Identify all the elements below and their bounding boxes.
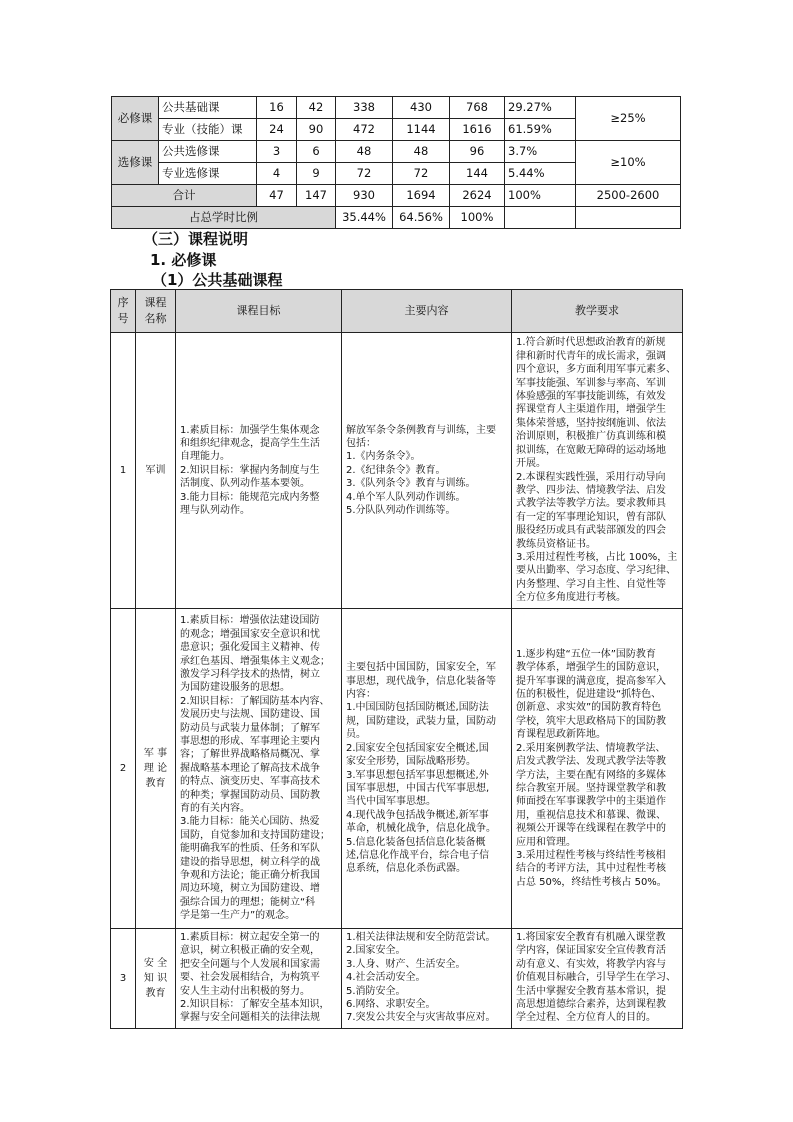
text-line: 安 全 xyxy=(143,958,168,969)
text-line: 有一定的军事理论知识，曾有部队 xyxy=(516,511,666,523)
text-line: 4.单个军人队列动作训练。 xyxy=(346,491,466,503)
section-heading: （三）课程说明 xyxy=(143,230,249,248)
text-line: 挥课堂育人主渠道作用，增强学生 xyxy=(516,404,666,416)
text-line: 患意识；强化爱国主义精神、传 xyxy=(180,642,320,654)
requirement-cell: ≥10% xyxy=(576,141,681,185)
value-cell: 1144 xyxy=(393,119,450,141)
text-line: 治训原则，积极推广仿真训练和模 xyxy=(516,431,666,443)
text-line: 2.采用案例教学法、情境教学法、 xyxy=(516,742,666,754)
value-cell: 3 xyxy=(257,141,297,163)
text-line: 教练员资格证书。 xyxy=(516,538,596,550)
row-number: 2 xyxy=(111,609,136,929)
text-line: 防动员与武装力量体制；了解军 xyxy=(180,722,320,734)
group-cell: 选修课 xyxy=(112,141,159,185)
text-line: 军事技能强、军训参与率高、军训 xyxy=(516,377,666,389)
value-cell: 47 xyxy=(257,185,297,207)
text-line: 的种类；掌握国防动员、国防教 xyxy=(180,789,320,801)
summary-row xyxy=(112,141,681,163)
text-line: 教育 xyxy=(145,988,166,999)
text-line: 2.《纪律条令》教育。 xyxy=(346,464,446,476)
text-line: 四个意识，多方面利用军事元素多、 xyxy=(516,364,676,376)
credit-hours-summary-table xyxy=(111,96,681,229)
text-line: 3.能力目标：能规范完成内务整 xyxy=(180,491,320,503)
text-line: 意识，树立积极正确的安全观， xyxy=(180,945,320,957)
text-line: 国防，自觉参加和支持国防建设； xyxy=(180,829,330,841)
value-cell: 16 xyxy=(257,97,297,119)
header-main-content: 主要内容 xyxy=(342,290,512,333)
summary-ratio-row xyxy=(112,207,681,229)
text-line: 掌握与安全问题相关的法律法规 xyxy=(180,1012,320,1024)
text-line: 1.素质目标：加强学生集体观念 xyxy=(180,424,320,436)
percent-cell: 29.27% xyxy=(505,97,576,119)
text-line: 事思想的形成、军事理论主要内 xyxy=(180,735,320,747)
text-line: 发展历史与法规、国防建设、国 xyxy=(180,709,320,721)
percent-cell: 5.44% xyxy=(505,163,576,185)
text-line: 规，国防建设，武装力量，国防动 xyxy=(346,715,496,727)
text-line: 知 识 xyxy=(143,973,168,984)
text-line: 强综合国力的理想；能树立“科 xyxy=(180,896,316,908)
value-cell: 430 xyxy=(393,97,450,119)
ratio-theory-cell: 35.44% xyxy=(336,207,393,229)
percent-cell: 100% xyxy=(505,185,576,207)
total-label-cell: 合计 xyxy=(112,185,257,207)
value-cell: 42 xyxy=(297,97,336,119)
text-line: 容；了解世界战略格局概况、掌 xyxy=(180,749,320,761)
text-line: 承红色基因、增强集体主义观念； xyxy=(180,655,330,667)
table-header-row xyxy=(111,290,683,333)
text-line: 自理能力。 xyxy=(180,451,230,463)
text-line: 4.社会活动安全。 xyxy=(346,972,426,984)
text-line: 启发式教学法、发现式教学法等教 xyxy=(516,756,666,768)
text-line: 解放军条令条例教育与训练，主要 xyxy=(346,424,496,436)
text-line: 占总 50%，终结性考核占 50%。 xyxy=(516,876,667,888)
text-line: 服役经历或具有武装部颁发的四会 xyxy=(516,525,666,537)
text-line: 育的有关内容。 xyxy=(180,803,250,815)
text-line: 主要包括中国国防，国家安全，军 xyxy=(346,662,496,674)
text-line: 5.信息化装备包括信息化装备概 xyxy=(346,836,486,848)
text-line: 能明确我军的性质、任务和军队 xyxy=(180,843,320,855)
course-type-cell: 专业（技能）课 xyxy=(159,119,257,141)
value-cell: 2624 xyxy=(450,185,505,207)
text-line: 周边环境，树立为国防建设、增 xyxy=(180,883,320,895)
text-line: 要从出勤率、学习态度、学习纪律、 xyxy=(516,565,676,577)
value-cell: 1694 xyxy=(393,185,450,207)
text-line: 学内容，保证国家安全宣传教育活 xyxy=(516,945,666,957)
text-line: 式教学法等教学方法。要求教师具 xyxy=(516,498,666,510)
text-line: 把安全问题与个人发展和国家需 xyxy=(180,958,320,970)
value-cell: 1616 xyxy=(450,119,505,141)
text-line: 的观念；增强国家安全意识和忧 xyxy=(180,628,320,640)
value-cell: 930 xyxy=(336,185,393,207)
text-line: 争观和方法论；能正确分析我国 xyxy=(180,870,320,882)
text-line: 学方法，主要在配有网络的多媒体 xyxy=(516,769,666,781)
text-line: 5.分队队列动作训练等。 xyxy=(346,505,456,517)
row-number: 1 xyxy=(111,333,136,609)
text-line: 内务整理、学习自主性、自觉性等 xyxy=(516,578,666,590)
text-line: 1.相关法律法规和安全防范尝试。 xyxy=(346,932,496,943)
table-row xyxy=(111,333,683,609)
text-line: 全方位多角度进行考核。 xyxy=(516,592,626,604)
summary-row xyxy=(112,97,681,119)
value-cell: 24 xyxy=(257,119,297,141)
text-line: 提升军事课的满意度，提高参军入 xyxy=(516,675,666,687)
ratio-practice-cell: 64.56% xyxy=(393,207,450,229)
text-line: 包括： xyxy=(346,437,376,449)
summary-total-row xyxy=(112,185,681,207)
text-line: 用，重视信息技术和慕课、微课、 xyxy=(516,809,666,821)
course-name xyxy=(136,929,176,1029)
text-line: 述,信息化作战平台，综合电子信 xyxy=(346,849,490,861)
main-content xyxy=(342,609,512,929)
text-line: 的特点、演变历史、军事高技术 xyxy=(180,776,320,788)
course-goal xyxy=(176,333,342,609)
text-line: 体验感强的军事技能训练，有效发 xyxy=(516,391,666,403)
course-description-table xyxy=(110,289,683,1029)
requirement-cell: 2500-2600 xyxy=(576,185,681,207)
text-line: 教育 xyxy=(145,778,166,789)
text-line: 理 论 xyxy=(143,763,168,774)
text-line: 员。 xyxy=(346,729,366,741)
text-line: 1.将国家安全教育有机融入课堂教 xyxy=(516,932,666,943)
course-goal xyxy=(176,609,342,929)
text-line: 1.素质目标：增强依法建设国防 xyxy=(180,615,320,627)
text-line: 3.军事思想包括军事思想概述,外 xyxy=(346,769,489,781)
text-line: 1.《内务条令》。 xyxy=(346,451,421,463)
text-line: 革命，机械化战争，信息化战争。 xyxy=(346,823,496,835)
course-name xyxy=(136,333,176,609)
text-line: 应用和管理。 xyxy=(516,836,576,848)
text-line: 生活中掌握安全教育基本常识，提 xyxy=(516,985,666,997)
table-row xyxy=(111,609,683,929)
text-line: 师面授在军事课教学中的主渠道作 xyxy=(516,796,666,808)
text-line: 教学、四步法、情境教学法、启发 xyxy=(516,484,666,496)
text-line: 2.知识目标：了解安全基本知识， xyxy=(180,999,330,1011)
value-cell: 147 xyxy=(297,185,336,207)
value-cell: 90 xyxy=(297,119,336,141)
text-line: 教学体系，增强学生的国防意识， xyxy=(516,662,666,674)
text-line: 5.消防安全。 xyxy=(346,985,406,997)
text-line: 建设的指导思想，树立科学的战 xyxy=(180,856,320,868)
table-row xyxy=(111,929,683,1029)
text-line: 6.网络、求职安全。 xyxy=(346,999,436,1011)
text-line: 3.采用过程性考核与终结性考核相 xyxy=(516,849,666,861)
value-cell: 72 xyxy=(336,163,393,185)
empty-cell xyxy=(505,207,576,229)
value-cell: 338 xyxy=(336,97,393,119)
text-line: 2.知识目标：掌握内务制度与生 xyxy=(180,464,320,476)
text-line: 学校，筑牢大思政格局下的国防教 xyxy=(516,715,666,727)
text-line: 高思想道德综合素养，达到课程教 xyxy=(516,999,666,1011)
main-content xyxy=(342,929,512,1029)
header-course-goal: 课程目标 xyxy=(176,290,342,333)
teaching-requirements xyxy=(512,929,683,1029)
group-cell: 必修课 xyxy=(112,97,159,141)
text-line: 育课程思政新阵地。 xyxy=(516,729,606,741)
value-cell: 6 xyxy=(297,141,336,163)
value-cell: 96 xyxy=(450,141,505,163)
text-line: 伍的积极性，促进建设“抓特色、 xyxy=(516,689,662,701)
text-line: 安人生主动付出积极的努力。 xyxy=(180,985,310,997)
text-line: 息系统，信息化杀伤武器。 xyxy=(346,863,466,875)
course-type-cell: 专业选修课 xyxy=(159,163,257,185)
text-line: 1.中国国防包括国防概述,国防法 xyxy=(346,702,489,714)
header-teaching-requirements: 教学要求 xyxy=(512,290,683,333)
text-line: 4.现代战争包括战争概述,新军事 xyxy=(346,809,489,821)
text-line: 和组织纪律观念，提高学生生活 xyxy=(180,437,320,449)
text-line: 事思想，现代战争，信息化装备等 xyxy=(346,675,496,687)
teaching-requirements xyxy=(512,333,683,609)
text-line: 价值观目标融合，引导学生在学习、 xyxy=(516,972,676,984)
text-line: 视频公开课等在线课程在教学中的 xyxy=(516,823,666,835)
requirement-cell: ≥25% xyxy=(576,97,681,141)
text-line: 国军事思想，中国古代军事思想, xyxy=(346,782,490,794)
text-line: 内容： xyxy=(346,689,376,701)
text-line: 1.素质目标：树立起安全第一的 xyxy=(180,932,320,943)
value-cell: 472 xyxy=(336,119,393,141)
value-cell: 48 xyxy=(336,141,393,163)
row-number: 3 xyxy=(111,929,136,1029)
percent-cell: 3.7% xyxy=(505,141,576,163)
text-line: 激发学习科学技术的热情，树立 xyxy=(180,668,320,680)
text-line: 当代中国军事思想。 xyxy=(346,796,436,808)
text-line: 军 事 xyxy=(143,748,168,759)
text-line: 要、社会发展相结合，为构筑平 xyxy=(180,972,320,984)
text-line: 为国防建设服务的思想。 xyxy=(180,682,290,694)
value-cell: 9 xyxy=(297,163,336,185)
course-goal xyxy=(176,929,342,1029)
text-line: 开展。 xyxy=(516,458,546,470)
text-line: 学是第一生产力”的观念。 xyxy=(180,910,296,922)
text-line: 3.《队列条令》教育与训练。 xyxy=(346,478,476,490)
text-line: 3.人身、财产、生活安全。 xyxy=(346,958,466,970)
text-line: 1.符合新时代思想政治教育的新规 xyxy=(516,337,666,349)
text-line: 拟训练，在宽敞无障碍的运动场地 xyxy=(516,444,666,456)
text-line: 2.国家安全。 xyxy=(346,945,406,957)
course-type-cell: 公共基础课 xyxy=(159,97,257,119)
ratio-total-cell: 100% xyxy=(450,207,505,229)
text-line: 动有意义、有实效，将教学内容与 xyxy=(516,958,666,970)
main-content xyxy=(342,333,512,609)
text-line: 家安全形势，国际战略形势。 xyxy=(346,756,476,768)
text-line: 2.国家安全包括国家安全概述,国 xyxy=(346,742,489,754)
text-line: 握战略基本理论了解高技术战争 xyxy=(180,762,320,774)
subsubsection-heading: （1）公共基础课程 xyxy=(152,271,283,289)
teaching-requirements xyxy=(512,609,683,929)
ratio-label-cell: 占总学时比例 xyxy=(112,207,336,229)
text-line: 结合的考评方法，其中过程性考核 xyxy=(516,863,666,875)
text-line: 综合教室开展。坚持课堂教学和教 xyxy=(516,782,666,794)
text-line: 活制度、队列动作基本要领。 xyxy=(180,478,310,490)
text-line: 律和新时代青年的成长需求，强调 xyxy=(516,350,666,362)
empty-cell xyxy=(576,207,681,229)
value-cell: 4 xyxy=(257,163,297,185)
text-line: 军训 xyxy=(145,465,166,476)
value-cell: 768 xyxy=(450,97,505,119)
percent-cell: 61.59% xyxy=(505,119,576,141)
text-line: 3.采用过程性考核，占比 100%，主 xyxy=(516,551,678,563)
text-line: 7.突发公共安全与灾害故事应对。 xyxy=(346,1012,496,1024)
value-cell: 72 xyxy=(393,163,450,185)
text-line: 集体荣誉感，坚持按纲施训、依法 xyxy=(516,417,666,429)
text-line: 创新意、求实效”的国防教育特色 xyxy=(516,702,662,714)
header-course-name: 课程 名称 xyxy=(136,290,176,333)
header-number: 序 号 xyxy=(111,290,136,333)
course-type-cell: 公共选修课 xyxy=(159,141,257,163)
subsection-heading: 1. 必修课 xyxy=(150,251,217,269)
text-line: 2.本课程实践性强，采用行动导向 xyxy=(516,471,666,483)
text-line: 3.能力目标：能关心国防、热爱 xyxy=(180,816,320,828)
course-name xyxy=(136,609,176,929)
value-cell: 48 xyxy=(393,141,450,163)
value-cell: 144 xyxy=(450,163,505,185)
text-line: 理与队列动作。 xyxy=(180,505,250,517)
text-line: 2.知识目标：了解国防基本内容、 xyxy=(180,695,330,707)
text-line: 学全过程、全方位育人的目的。 xyxy=(516,1012,656,1024)
text-line: 1.逐步构建“五位一体”国防教育 xyxy=(516,648,656,660)
